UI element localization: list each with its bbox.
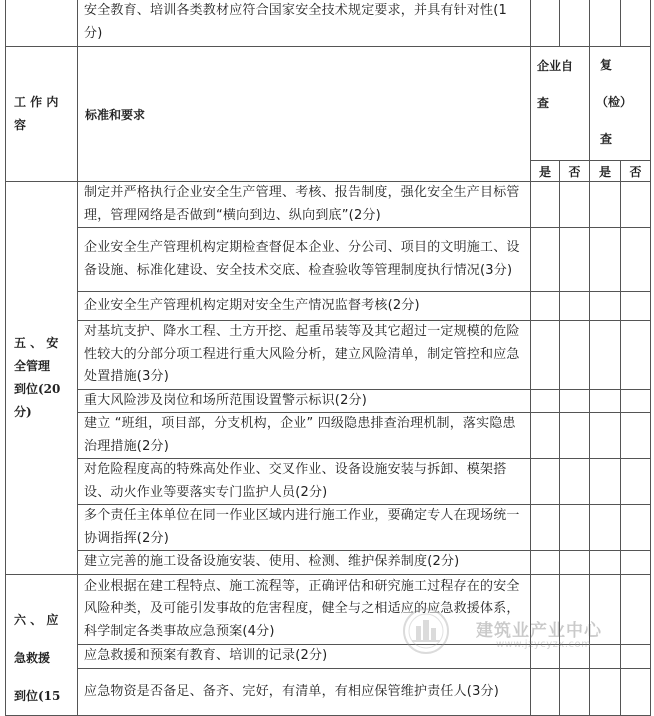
standard-text: 企业根据在建工程特点、施工流程等，正确评估和研究施工过程存在的安全风险种类，及可能引发事故的危害程度，健全与之相适应的应急救援体系，科学制定各类事故应急预案(4分) bbox=[78, 574, 531, 645]
check-cell bbox=[531, 228, 560, 292]
section-title-line: 全管理 bbox=[14, 358, 51, 373]
standard-text: 应急物资是否备足、备齐、完好，有清单，有相应保管维护责任人(3分) bbox=[78, 669, 531, 715]
check-cell bbox=[560, 669, 590, 715]
recheck-header bbox=[590, 47, 651, 161]
check-cell bbox=[590, 182, 621, 228]
standard-text: 应急救援和预案有教育、培训的记录(2分) bbox=[78, 645, 531, 669]
check-cell bbox=[531, 669, 560, 715]
table-row bbox=[6, 182, 651, 228]
table-row bbox=[6, 459, 651, 505]
check-cell bbox=[560, 228, 590, 292]
check-cell bbox=[560, 413, 590, 459]
check-cell bbox=[621, 551, 651, 575]
table-row bbox=[6, 389, 651, 413]
table-row bbox=[6, 505, 651, 551]
table-row bbox=[6, 0, 651, 47]
section-title-line: 六 、 应 bbox=[14, 612, 59, 627]
check-cell bbox=[590, 459, 621, 505]
section-title-line: 五 、 安 bbox=[14, 335, 59, 350]
section-6-title bbox=[6, 574, 78, 715]
table-row bbox=[6, 413, 651, 459]
check-cell bbox=[590, 321, 621, 390]
section-title-line: 分) bbox=[14, 404, 32, 419]
self-check-no-label: 否 bbox=[560, 161, 590, 182]
recheck-line: （检） bbox=[596, 95, 633, 109]
standard-text: 对基坑支护、降水工程、土方开挖、起重吊装等及其它超过一定规模的危险性较大的分部分项工程进行重大风险分析，建立风险清单，制定管控和应急处置措施(3分) bbox=[78, 321, 531, 390]
check-cell bbox=[590, 228, 621, 292]
check-cell bbox=[590, 292, 621, 321]
check-cell bbox=[531, 505, 560, 551]
recheck-yes-label: 是 bbox=[590, 161, 621, 182]
standard-text: 重大风险涉及岗位和场所范围设置警示标识(2分) bbox=[78, 389, 531, 413]
self-check-line: 查 bbox=[537, 96, 550, 110]
check-cell bbox=[560, 321, 590, 390]
check-cell bbox=[621, 321, 651, 390]
check-cell bbox=[590, 413, 621, 459]
work-content-header bbox=[6, 47, 78, 182]
table-row bbox=[6, 551, 651, 575]
self-check-line: 企业自 bbox=[537, 59, 574, 73]
check-cell bbox=[531, 389, 560, 413]
check-cell bbox=[590, 389, 621, 413]
check-cell bbox=[621, 669, 651, 715]
table-row bbox=[6, 669, 651, 715]
standard-text: 建立 “班组，项目部，分支机构，企业” 四级隐患排查治理机制，落实隐患治理措施(2分) bbox=[78, 413, 531, 459]
work-content-line: 容 bbox=[14, 118, 27, 132]
standard-text: 对危险程度高的特殊高处作业、交叉作业、设备设施安装与拆卸、模架搭设、动火作业等要落实专门监护人员(2分) bbox=[78, 459, 531, 505]
check-cell bbox=[560, 182, 590, 228]
check-cell bbox=[531, 459, 560, 505]
check-cell bbox=[560, 551, 590, 575]
standard-text: 建立完善的施工设备设施安装、使用、检测、维护保养制度(2分) bbox=[78, 551, 531, 575]
watermark-title: 建筑业产业中心 bbox=[476, 621, 602, 641]
check-cell bbox=[560, 459, 590, 505]
section-5-title bbox=[6, 182, 78, 575]
watermark-url: www.jzycyzx.com bbox=[496, 639, 592, 650]
table-row bbox=[6, 292, 651, 321]
check-cell bbox=[531, 551, 560, 575]
recheck-no-label: 否 bbox=[621, 161, 651, 182]
section-title-line: 到位(20 bbox=[14, 381, 61, 396]
recheck-line: 查 bbox=[600, 132, 613, 146]
check-cell bbox=[621, 182, 651, 228]
check-cell bbox=[531, 413, 560, 459]
check-cell bbox=[621, 459, 651, 505]
check-cell bbox=[590, 669, 621, 715]
building-logo-icon bbox=[398, 606, 470, 656]
check-cell bbox=[621, 228, 651, 292]
check-cell bbox=[560, 505, 590, 551]
check-cell bbox=[531, 182, 560, 228]
check-cell bbox=[590, 505, 621, 551]
standard-text: 安全教育、培训各类教材应符合国家安全技术规定要求，并具有针对性(1分) bbox=[78, 0, 531, 47]
work-content-line: 工 作 内 bbox=[14, 95, 59, 109]
standard-text: 企业安全生产管理机构定期检查督促本企业、分公司、项目的文明施工、设备设施、标准化建设、安全技术交底、检查验收等管理制度执行情况(3分) bbox=[78, 228, 531, 292]
table-row bbox=[6, 228, 651, 292]
check-cell bbox=[621, 413, 651, 459]
check-cell bbox=[621, 0, 651, 47]
recheck-line: 复 bbox=[600, 58, 613, 72]
section-title-line: 到位(15 bbox=[14, 688, 61, 703]
check-cell bbox=[560, 389, 590, 413]
check-cell bbox=[590, 551, 621, 575]
header-row bbox=[6, 47, 651, 161]
watermark bbox=[398, 606, 648, 656]
check-cell bbox=[560, 292, 590, 321]
self-check-yes-label: 是 bbox=[531, 161, 560, 182]
standard-header: 标准和要求 bbox=[78, 47, 531, 182]
check-cell bbox=[621, 292, 651, 321]
check-cell bbox=[560, 0, 590, 47]
standard-text: 企业安全生产管理机构定期对安全生产情况监督考核(2分) bbox=[78, 292, 531, 321]
section-cell-empty bbox=[6, 0, 78, 47]
check-cell bbox=[621, 389, 651, 413]
check-cell bbox=[531, 321, 560, 390]
standard-text: 制定并严格执行企业安全生产管理、考核、报告制度，强化安全生产目标管理，管理网络是否做到“横向到边、纵向到底”(2分) bbox=[78, 182, 531, 228]
check-cell bbox=[590, 0, 621, 47]
self-check-header bbox=[531, 47, 590, 161]
table-row bbox=[6, 321, 651, 390]
check-cell bbox=[621, 505, 651, 551]
section-title-line: 急救援 bbox=[14, 650, 51, 665]
check-cell bbox=[531, 0, 560, 47]
check-cell bbox=[531, 292, 560, 321]
standard-text: 多个责任主体单位在同一作业区域内进行施工作业，要确定专人在现场统一协调指挥(2分) bbox=[78, 505, 531, 551]
